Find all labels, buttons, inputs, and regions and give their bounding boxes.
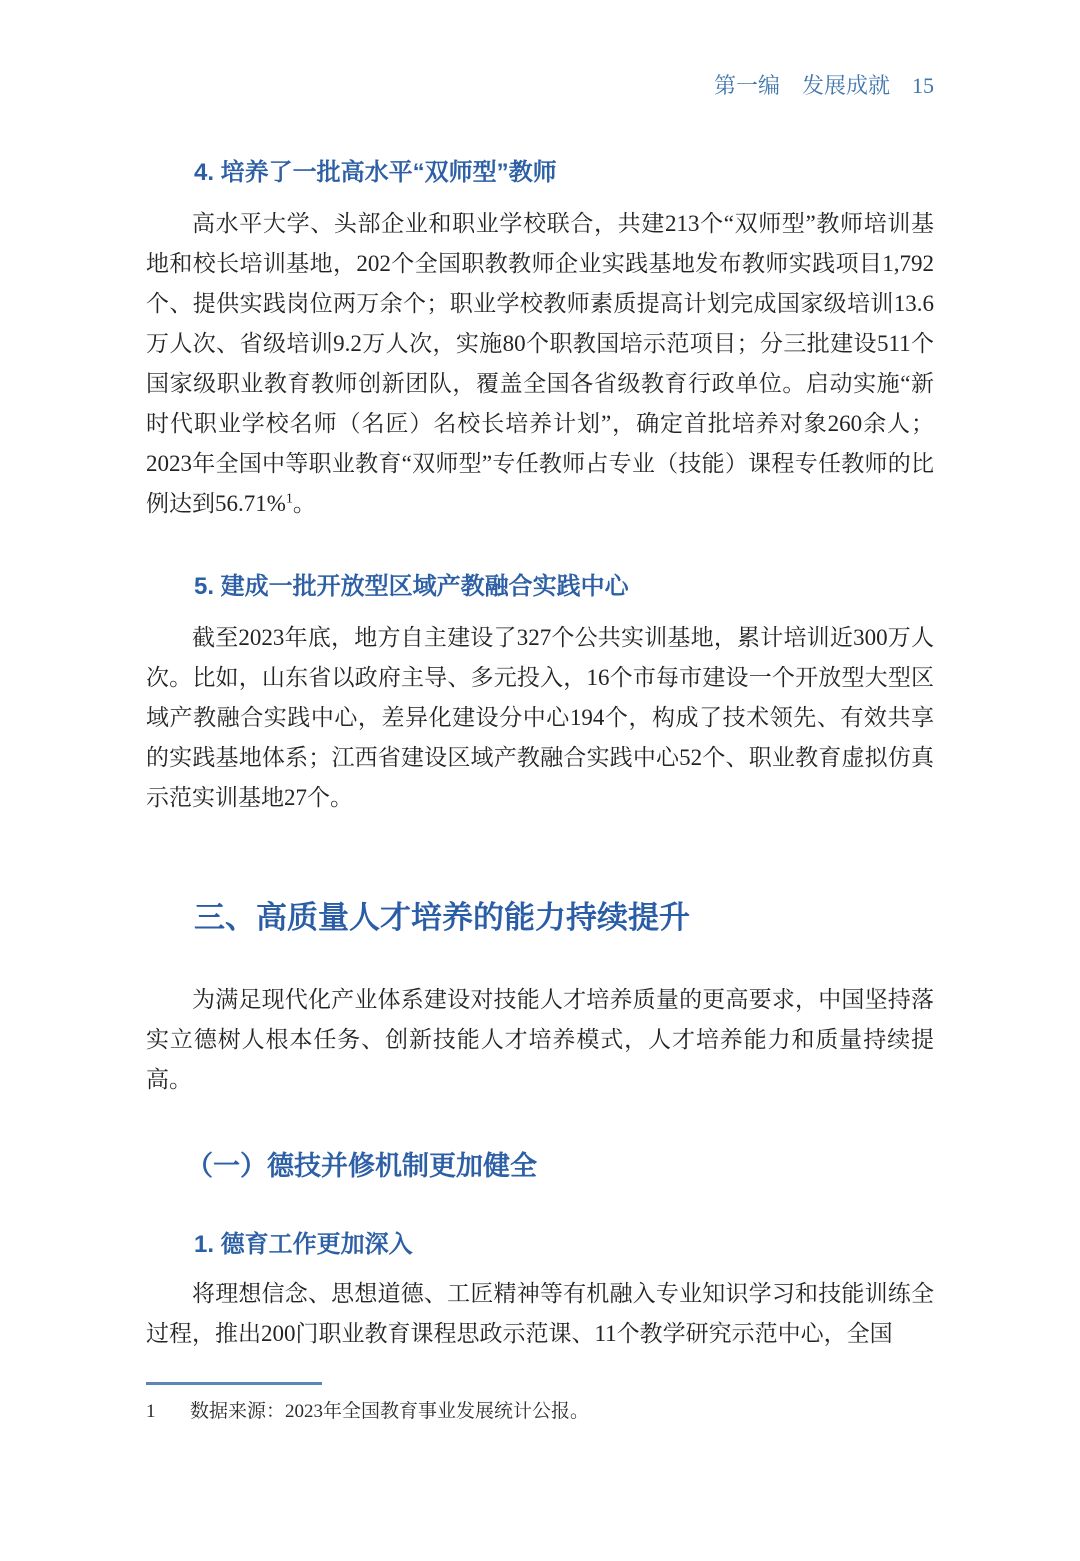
page-number: 15 bbox=[912, 73, 934, 98]
section-heading-5: 5. 建成一批开放型区域产教融合实践中心 bbox=[194, 573, 629, 600]
footnote-text: 数据来源：2023年全国教育事业发展统计公报。 bbox=[190, 1401, 590, 1422]
chapter-3-paragraph: 为满足现代化产业体系建设对技能人才培养质量的更高要求，中国坚持落实立德树人根本任务、创新技能人才培养模式，人才培养能力和质量持续提高。 bbox=[146, 987, 934, 1092]
chapter-title: 发展成就 bbox=[801, 73, 890, 98]
paragraph-end: 。 bbox=[292, 491, 316, 516]
subsection-heading-1: （一）德技并修机制更加健全 bbox=[186, 1151, 537, 1181]
paragraph-text: 高水平大学、头部企业和职业学校联合，共建213个“双师型”教师培训基地和校长培训基地，202个全国职教教师企业实践基地发布教师实践项目1,792个、提供实践岗位两万余个；职业学校教师素质提高计划完成国家级培训13.6万人次、省级培训9.2万人次，实施80个职教国培示范项目；分三批建设511个国家级职业教育教师创新团队，覆盖全国各省级教育行政单位。启动实施“新时代职业学校名师（名匠）名校长培养计划”，确定首批培养对象260余人；2023年全国中等职业教育“双师型”专任教师占专业（技能）课程专任教师的比例达到56.71% bbox=[146, 211, 934, 516]
section-4-paragraph bbox=[146, 204, 934, 524]
section-5-paragraph: 截至2023年底，地方自主建设了327个公共实训基地，累计培训近300万人次。比如，山东省以政府主导、多元投入，16个市每市建设一个开放型大型区域产教融合实践中心，差异化建设分中心194个，构成了技术领先、有效共享的实践基地体系；江西省建设区域产教融合实践中心52个、职业教育虚拟仿真示范实训基地27个。 bbox=[146, 625, 935, 810]
chapter-label: 第一编 bbox=[713, 73, 780, 98]
footnote-divider bbox=[146, 1382, 322, 1385]
running-header bbox=[146, 0, 934, 100]
footnote bbox=[146, 1399, 934, 1425]
footnote-number: 1 bbox=[146, 1401, 156, 1422]
item-heading-1: 1. 德育工作更加深入 bbox=[194, 1231, 413, 1258]
footnote-superscript: 1 bbox=[285, 491, 293, 507]
chapter-heading-3: 三、高质量人才培养的能力持续提升 bbox=[194, 900, 690, 935]
item-1-paragraph: 将理想信念、思想道德、工匠精神等有机融入专业知识学习和技能训练全过程，推出200门职业教育课程思政示范课、11个教学研究示范中心，全国 bbox=[146, 1281, 934, 1346]
section-heading-4: 4. 培养了一批高水平“双师型”教师 bbox=[194, 159, 557, 186]
